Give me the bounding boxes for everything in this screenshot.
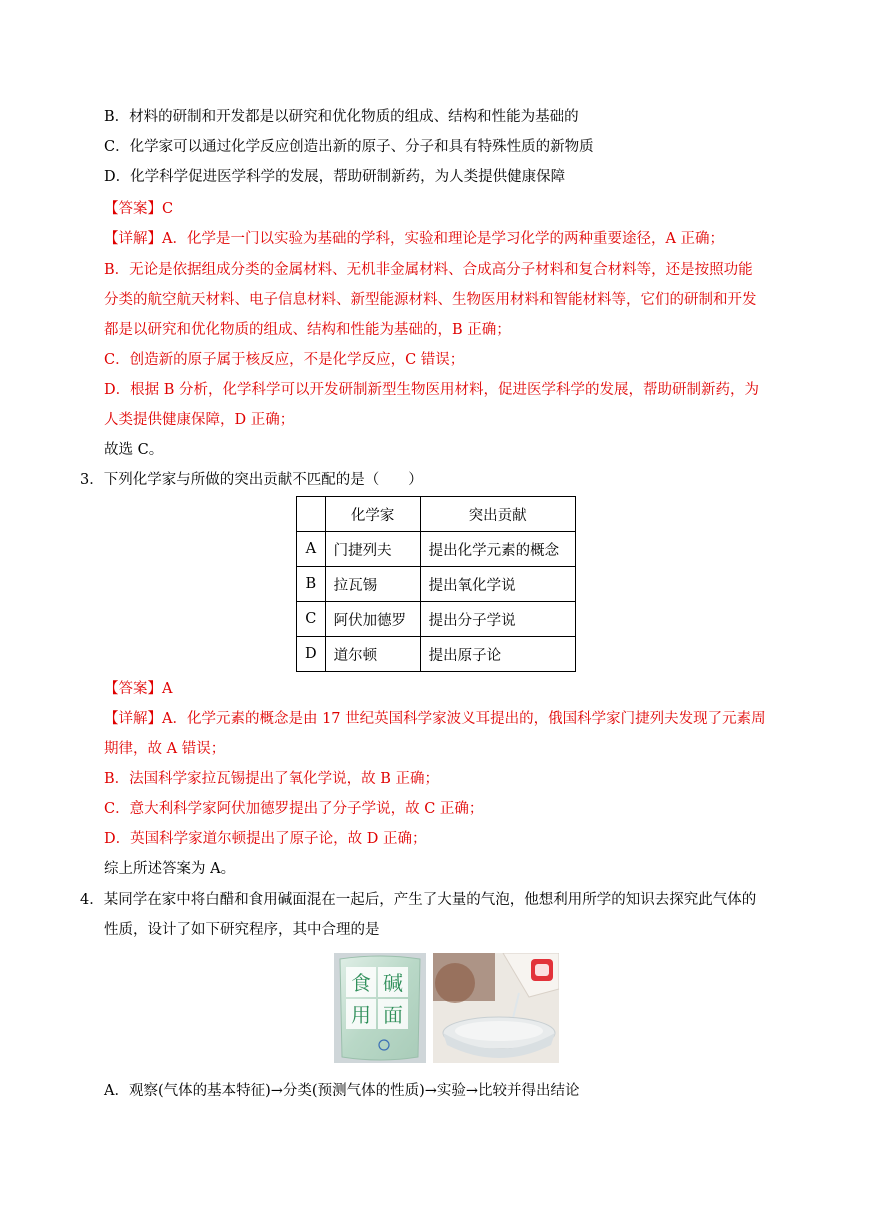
vinegar-bowl-image (433, 953, 559, 1063)
q2-detail-line: C．创造新的原子属于核反应，不是化学反应，C 错误； (104, 352, 465, 368)
q2-conclusion: 故选 C。 (104, 442, 164, 458)
q2-answer (104, 199, 173, 219)
table-row (297, 637, 576, 672)
table-cell: 门捷列夫 (325, 532, 420, 567)
table-row (297, 567, 576, 602)
q2-option-d: D．化学科学促进医学科学的发展，帮助研制新药，为人类提供健康保障 (104, 169, 566, 185)
baking-soda-bag-image (334, 953, 426, 1063)
table-row (297, 532, 576, 567)
table-cell: D (297, 637, 326, 672)
q4-stem-line: 4．某同学在家中将白醋和食用碱面混在一起后，产生了大量的气泡，他想利用所学的知识去探究此气体的 (80, 892, 757, 908)
table-cell: C (297, 602, 326, 637)
answer-value: C (162, 201, 174, 217)
q4-stem-line: 性质，设计了如下研究程序，其中合理的是 (104, 922, 380, 938)
table-cell: A (297, 532, 326, 567)
answer-value: A (162, 681, 173, 697)
table-cell: 提出原子论 (420, 637, 575, 672)
table-cell: B (297, 567, 326, 602)
table-cell: 道尔顿 (325, 637, 420, 672)
answer-tag: 【答案】 (104, 201, 162, 217)
bag-char: 食 (351, 971, 371, 995)
q3-detail-line: D．英国科学家道尔顿提出了原子论，故 D 正确； (104, 831, 427, 847)
table-header-cell: 突出贡献 (420, 497, 575, 532)
vinegar-bowl-illustration (433, 953, 559, 1063)
q2-detail-line: B．无论是依据组成分类的金属材料、无机非金属材料、合成高分子材料和复合材料等，还是按照功能 (104, 262, 753, 278)
q3-answer (104, 679, 172, 699)
q3-detail-line (104, 709, 766, 729)
detail-text: A．化学元素的概念是由 17 世纪英国科学家波义耳提出的，俄国科学家门捷列夫发现了元素周 (162, 711, 766, 727)
q2-detail-line: 都是以研究和优化物质的组成、结构和性能为基础的，B 正确； (104, 322, 511, 338)
q3-conclusion: 综上所述答案为 A。 (104, 861, 236, 877)
detail-tag: 【详解】 (104, 711, 162, 727)
bag-char: 碱 (383, 971, 403, 995)
q3-detail-line: C．意大利科学家阿伏加德罗提出了分子学说，故 C 正确； (104, 801, 484, 817)
bag-char: 用 (351, 1003, 371, 1027)
q2-option-c: C．化学家可以通过化学反应创造出新的原子、分子和具有特殊性质的新物质 (104, 139, 594, 155)
detail-text: A．化学是一门以实验为基础的学科，实验和理论是学习化学的两种重要途径，A 正确； (162, 231, 725, 247)
table-cell: 阿伏加德罗 (325, 602, 420, 637)
bag-char: 面 (383, 1003, 403, 1027)
baking-soda-bag-illustration (334, 953, 426, 1063)
table-cell: 提出氧化学说 (420, 567, 575, 602)
chemist-contribution-table (296, 496, 576, 672)
table-header-cell: 化学家 (325, 497, 420, 532)
q2-detail-line (104, 229, 724, 249)
q4-option-a: A．观察(气体的基本特征)→分类(预测气体的性质)→实验→比较并得出结论 (104, 1083, 580, 1099)
table-header-row (297, 497, 576, 532)
answer-tag: 【答案】 (104, 681, 162, 697)
q2-option-b: B．材料的研制和开发都是以研究和优化物质的组成、结构和性能为基础的 (104, 109, 579, 125)
q3-stem: 3．下列化学家与所做的突出贡献不匹配的是（ ） (80, 472, 423, 488)
q3-detail-line: 期律，故 A 错误； (104, 741, 226, 757)
q2-detail-line: 人类提供健康保障，D 正确； (104, 412, 295, 428)
detail-tag: 【详解】 (104, 231, 162, 247)
table-header-cell (297, 497, 326, 532)
table-cell: 拉瓦锡 (325, 567, 420, 602)
table-cell: 提出分子学说 (420, 602, 575, 637)
q2-detail-line: 分类的航空航天材料、电子信息材料、新型能源材料、生物医用材料和智能材料等，它们的研制和开发 (104, 292, 757, 308)
q3-detail-line: B．法国科学家拉瓦锡提出了氧化学说，故 B 正确； (104, 771, 440, 787)
table-cell: 提出化学元素的概念 (420, 532, 575, 567)
q2-detail-line: D．根据 B 分析，化学科学可以开发研制新型生物医用材料，促进医学科学的发展，帮助研制新药，为 (104, 382, 759, 398)
table-row (297, 602, 576, 637)
